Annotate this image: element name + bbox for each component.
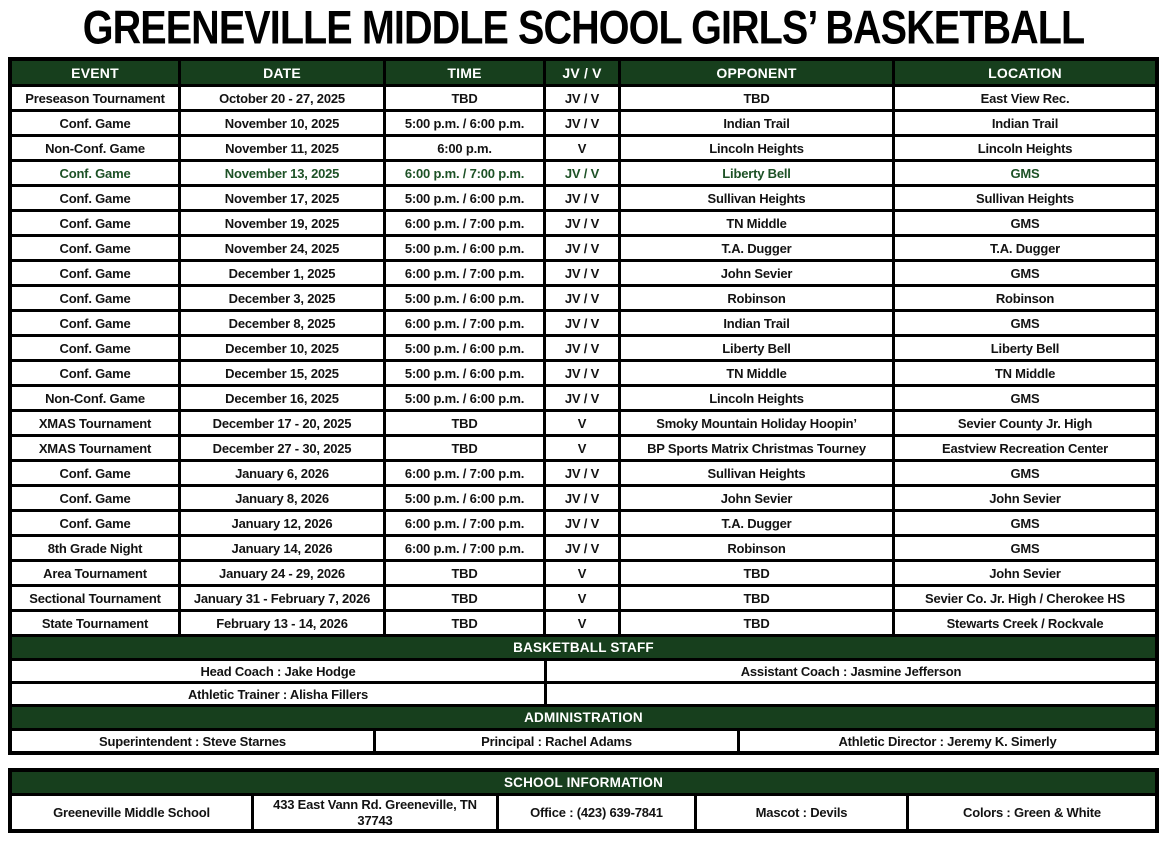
schedule-cell-level: JV / V — [546, 287, 618, 309]
schedule-cell-time: 6:00 p.m. / 7:00 p.m. — [386, 212, 543, 234]
schedule-cell-time: 6:00 p.m. / 7:00 p.m. — [386, 512, 543, 534]
schedule-cell-location: GMS — [895, 212, 1155, 234]
schedule-cell-event: 8th Grade Night — [12, 537, 178, 559]
schedule-cell-level: JV / V — [546, 162, 618, 184]
principal-cell: Principal : Rachel Adams — [376, 731, 737, 751]
column-header-level: JV / V — [546, 61, 618, 84]
school-address-cell: 433 East Vann Rd. Greeneville, TN 37743 — [254, 796, 496, 829]
schedule-cell-time: TBD — [386, 587, 543, 609]
schedule-cell-location: Indian Trail — [895, 112, 1155, 134]
schedule-cell-time: 6:00 p.m. / 7:00 p.m. — [386, 162, 543, 184]
schedule-cell-time: 5:00 p.m. / 6:00 p.m. — [386, 187, 543, 209]
staff-empty-cell — [547, 684, 1155, 704]
staff-section-header: BASKETBALL STAFF — [12, 637, 1155, 658]
schedule-cell-location: John Sevier — [895, 562, 1155, 584]
school-office-cell: Office : (423) 639-7841 — [499, 796, 694, 829]
schedule-cell-opponent: TBD — [621, 612, 892, 634]
schedule-cell-level: V — [546, 437, 618, 459]
schedule-cell-location: GMS — [895, 462, 1155, 484]
schedule-cell-time: 5:00 p.m. / 6:00 p.m. — [386, 237, 543, 259]
superintendent-cell: Superintendent : Steve Starnes — [12, 731, 373, 751]
schedule-cell-time: TBD — [386, 437, 543, 459]
school-info-grid — [12, 796, 1155, 829]
schedule-cell-date: February 13 - 14, 2026 — [181, 612, 383, 634]
column-header-event: EVENT — [12, 61, 178, 84]
schedule-cell-location: East View Rec. — [895, 87, 1155, 109]
schedule-cell-time: 6:00 p.m. / 7:00 p.m. — [386, 537, 543, 559]
school-info-section-header: SCHOOL INFORMATION — [12, 772, 1155, 793]
schedule-cell-level: JV / V — [546, 187, 618, 209]
schedule-cell-date: November 13, 2025 — [181, 162, 383, 184]
schedule-cell-date: December 3, 2025 — [181, 287, 383, 309]
schedule-cell-level: JV / V — [546, 212, 618, 234]
schedule-cell-location: Lincoln Heights — [895, 137, 1155, 159]
schedule-cell-opponent: TN Middle — [621, 362, 892, 384]
schedule-cell-date: December 1, 2025 — [181, 262, 383, 284]
schedule-cell-date: January 6, 2026 — [181, 462, 383, 484]
schedule-cell-opponent: T.A. Dugger — [621, 237, 892, 259]
schedule-cell-location: GMS — [895, 537, 1155, 559]
column-header-opponent: OPPONENT — [621, 61, 892, 84]
schedule-cell-event: Non-Conf. Game — [12, 137, 178, 159]
schedule-cell-opponent: TBD — [621, 587, 892, 609]
schedule-table — [8, 57, 1159, 755]
schedule-cell-time: 5:00 p.m. / 6:00 p.m. — [386, 337, 543, 359]
schedule-cell-event: Conf. Game — [12, 312, 178, 334]
schedule-cell-location: Liberty Bell — [895, 337, 1155, 359]
schedule-cell-location: GMS — [895, 512, 1155, 534]
schedule-cell-location: GMS — [895, 387, 1155, 409]
schedule-cell-opponent: Lincoln Heights — [621, 387, 892, 409]
schedule-cell-date: December 10, 2025 — [181, 337, 383, 359]
schedule-cell-level: V — [546, 587, 618, 609]
schedule-cell-opponent: TN Middle — [621, 212, 892, 234]
administration-section-header: ADMINISTRATION — [12, 707, 1155, 728]
schedule-cell-date: November 19, 2025 — [181, 212, 383, 234]
schedule-cell-time: TBD — [386, 87, 543, 109]
schedule-cell-event: Conf. Game — [12, 187, 178, 209]
schedule-cell-date: December 15, 2025 — [181, 362, 383, 384]
schedule-cell-location: GMS — [895, 312, 1155, 334]
schedule-cell-time: TBD — [386, 612, 543, 634]
schedule-cell-event: State Tournament — [12, 612, 178, 634]
schedule-cell-opponent: TBD — [621, 562, 892, 584]
schedule-cell-time: TBD — [386, 562, 543, 584]
schedule-cell-date: January 31 - February 7, 2026 — [181, 587, 383, 609]
schedule-cell-time: 6:00 p.m. / 7:00 p.m. — [386, 262, 543, 284]
schedule-cell-event: Conf. Game — [12, 162, 178, 184]
schedule-cell-opponent: Indian Trail — [621, 112, 892, 134]
schedule-cell-time: TBD — [386, 412, 543, 434]
schedule-cell-event: XMAS Tournament — [12, 437, 178, 459]
schedule-cell-date: December 16, 2025 — [181, 387, 383, 409]
schedule-cell-time: 5:00 p.m. / 6:00 p.m. — [386, 362, 543, 384]
schedule-cell-date: December 17 - 20, 2025 — [181, 412, 383, 434]
staff-grid — [12, 661, 1155, 704]
schedule-cell-time: 5:00 p.m. / 6:00 p.m. — [386, 112, 543, 134]
schedule-cell-event: Conf. Game — [12, 362, 178, 384]
schedule-cell-opponent: Robinson — [621, 287, 892, 309]
schedule-cell-date: October 20 - 27, 2025 — [181, 87, 383, 109]
schedule-cell-location: GMS — [895, 162, 1155, 184]
school-name-cell: Greeneville Middle School — [12, 796, 251, 829]
schedule-cell-date: December 8, 2025 — [181, 312, 383, 334]
schedule-cell-date: November 10, 2025 — [181, 112, 383, 134]
schedule-cell-opponent: BP Sports Matrix Christmas Tourney — [621, 437, 892, 459]
schedule-cell-event: XMAS Tournament — [12, 412, 178, 434]
schedule-cell-event: Non-Conf. Game — [12, 387, 178, 409]
head-coach-cell: Head Coach : Jake Hodge — [12, 661, 544, 681]
schedule-cell-level: V — [546, 412, 618, 434]
schedule-cell-event: Conf. Game — [12, 112, 178, 134]
schedule-cell-time: 5:00 p.m. / 6:00 p.m. — [386, 287, 543, 309]
athletic-trainer-cell: Athletic Trainer : Alisha Fillers — [12, 684, 544, 704]
schedule-cell-time: 5:00 p.m. / 6:00 p.m. — [386, 387, 543, 409]
column-header-location: LOCATION — [895, 61, 1155, 84]
schedule-cell-date: November 24, 2025 — [181, 237, 383, 259]
schedule-cell-level: JV / V — [546, 362, 618, 384]
schedule-cell-level: JV / V — [546, 112, 618, 134]
schedule-cell-date: January 8, 2026 — [181, 487, 383, 509]
column-header-time: TIME — [386, 61, 543, 84]
schedule-cell-event: Conf. Game — [12, 512, 178, 534]
schedule-cell-opponent: Lincoln Heights — [621, 137, 892, 159]
page-title: GREENEVILLE MIDDLE SCHOOL GIRLS’ BASKETBALL — [82, 1, 1085, 54]
schedule-cell-location: Sevier County Jr. High — [895, 412, 1155, 434]
schedule-cell-location: John Sevier — [895, 487, 1155, 509]
schedule-cell-location: Stewarts Creek / Rockvale — [895, 612, 1155, 634]
schedule-cell-event: Conf. Game — [12, 462, 178, 484]
schedule-cell-opponent: John Sevier — [621, 262, 892, 284]
schedule-cell-opponent: Robinson — [621, 537, 892, 559]
schedule-cell-time: 6:00 p.m. / 7:00 p.m. — [386, 462, 543, 484]
school-colors-cell: Colors : Green & White — [909, 796, 1155, 829]
schedule-cell-opponent: John Sevier — [621, 487, 892, 509]
schedule-cell-time: 5:00 p.m. / 6:00 p.m. — [386, 487, 543, 509]
schedule-cell-event: Sectional Tournament — [12, 587, 178, 609]
schedule-cell-opponent: Indian Trail — [621, 312, 892, 334]
schedule-cell-event: Conf. Game — [12, 262, 178, 284]
schedule-cell-level: JV / V — [546, 237, 618, 259]
schedule-cell-level: JV / V — [546, 387, 618, 409]
schedule-cell-level: JV / V — [546, 262, 618, 284]
schedule-cell-event: Area Tournament — [12, 562, 178, 584]
schedule-cell-level: JV / V — [546, 512, 618, 534]
schedule-cell-opponent: Smoky Mountain Holiday Hoopin’ — [621, 412, 892, 434]
column-header-date: DATE — [181, 61, 383, 84]
schedule-cell-level: JV / V — [546, 337, 618, 359]
schedule-cell-level: V — [546, 562, 618, 584]
schedule-cell-location: Sevier Co. Jr. High / Cherokee HS — [895, 587, 1155, 609]
schedule-cell-date: January 14, 2026 — [181, 537, 383, 559]
schedule-cell-date: November 17, 2025 — [181, 187, 383, 209]
schedule-cell-location: TN Middle — [895, 362, 1155, 384]
school-info-table — [8, 768, 1159, 833]
schedule-cell-level: V — [546, 137, 618, 159]
schedule-cell-location: Robinson — [895, 287, 1155, 309]
schedule-cell-location: T.A. Dugger — [895, 237, 1155, 259]
schedule-cell-opponent: Sullivan Heights — [621, 462, 892, 484]
schedule-cell-date: November 11, 2025 — [181, 137, 383, 159]
administration-grid — [12, 731, 1155, 751]
schedule-cell-event: Conf. Game — [12, 237, 178, 259]
schedule-cell-location: Eastview Recreation Center — [895, 437, 1155, 459]
schedule-cell-level: JV / V — [546, 487, 618, 509]
schedule-cell-location: Sullivan Heights — [895, 187, 1155, 209]
schedule-cell-date: December 27 - 30, 2025 — [181, 437, 383, 459]
schedule-cell-opponent: Liberty Bell — [621, 162, 892, 184]
schedule-cell-opponent: Liberty Bell — [621, 337, 892, 359]
schedule-cell-level: JV / V — [546, 87, 618, 109]
schedule-cell-level: V — [546, 612, 618, 634]
schedule-cell-date: January 12, 2026 — [181, 512, 383, 534]
school-mascot-cell: Mascot : Devils — [697, 796, 906, 829]
schedule-cell-event: Preseason Tournament — [12, 87, 178, 109]
schedule-cell-level: JV / V — [546, 462, 618, 484]
schedule-cell-opponent: TBD — [621, 87, 892, 109]
schedule-cell-event: Conf. Game — [12, 487, 178, 509]
schedule-cell-event: Conf. Game — [12, 337, 178, 359]
schedule-cell-date: January 24 - 29, 2026 — [181, 562, 383, 584]
schedule-cell-time: 6:00 p.m. / 7:00 p.m. — [386, 312, 543, 334]
athletic-director-cell: Athletic Director : Jeremy K. Simerly — [740, 731, 1155, 751]
assistant-coach-cell: Assistant Coach : Jasmine Jefferson — [547, 661, 1155, 681]
schedule-cell-time: 6:00 p.m. — [386, 137, 543, 159]
schedule-cell-event: Conf. Game — [12, 287, 178, 309]
schedule-cell-event: Conf. Game — [12, 212, 178, 234]
schedule-cell-level: JV / V — [546, 312, 618, 334]
schedule-cell-opponent: Sullivan Heights — [621, 187, 892, 209]
schedule-cell-location: GMS — [895, 262, 1155, 284]
schedule-cell-opponent: T.A. Dugger — [621, 512, 892, 534]
schedule-cell-level: JV / V — [546, 537, 618, 559]
schedule-grid — [12, 61, 1155, 634]
